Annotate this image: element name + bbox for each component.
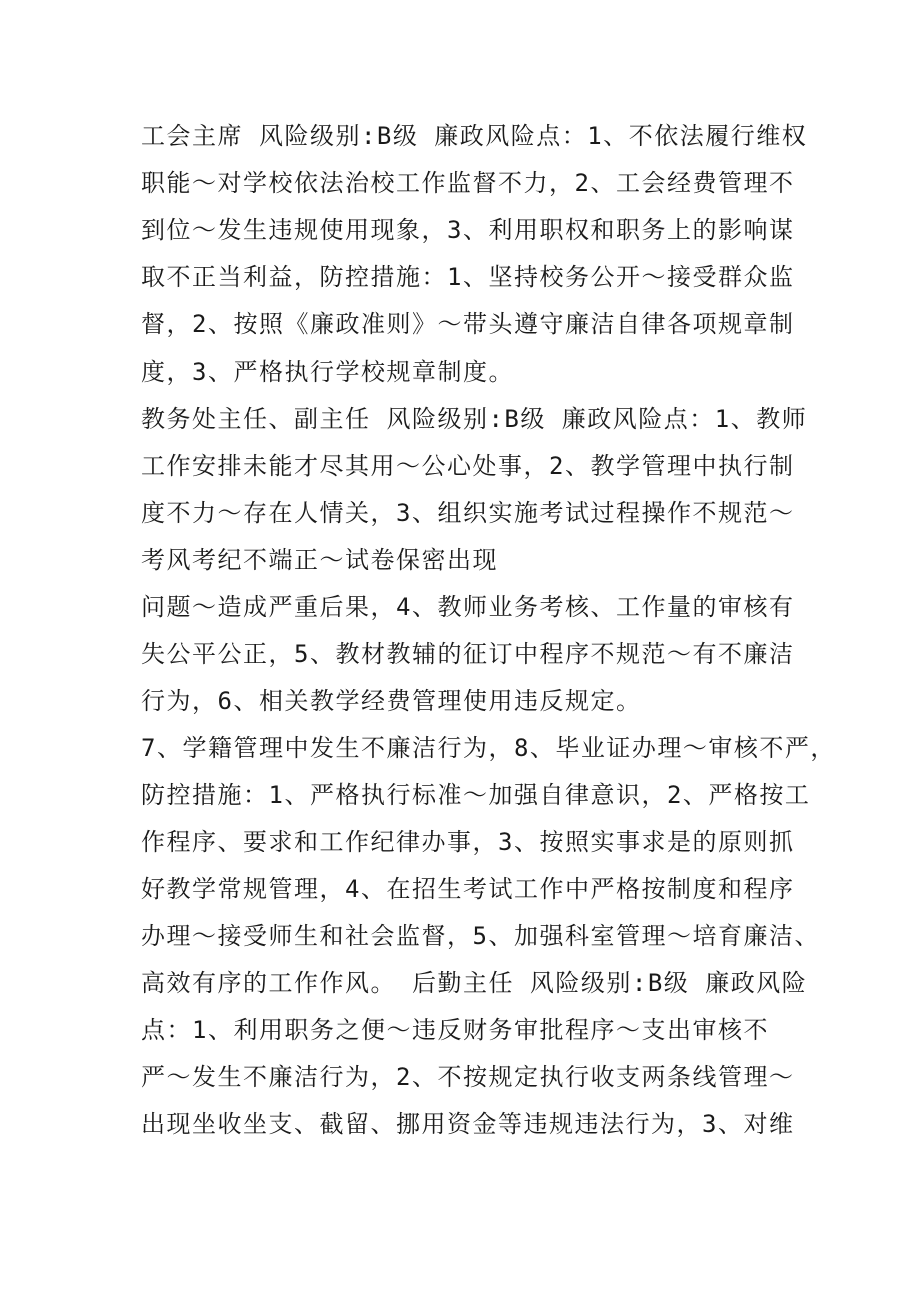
text-line: 督，2、按照《廉政准则》～带头遵守廉洁自律各项规章制: [141, 310, 795, 338]
text-line: 工作安排未能才尽其用～公心处事，2、教学管理中执行制: [141, 452, 795, 480]
text-line: 到位～发生违规使用现象，3、利用职权和职务上的影响谋: [141, 216, 795, 244]
text-line: 严～发生不廉洁行为，2、不按规定执行收支两条线管理～: [141, 1063, 795, 1091]
text-line: 高效有序的工作作风。 后勤主任 风险级别:B级 廉政风险: [141, 969, 808, 997]
text-line: 度不力～存在人情关，3、组织实施考试过程操作不规范～: [141, 499, 795, 527]
text-line: 防控措施：1、严格执行标准～加强自律意识，2、严格按工: [141, 781, 811, 809]
text-line: 考风考纪不端正～试卷保密出现: [141, 546, 498, 574]
text-line: 度，3、严格执行学校规章制度。: [141, 358, 514, 386]
text-line: 工会主席 风险级别:B级 廉政风险点：1、不依法履行维权: [141, 122, 808, 150]
text-line: 作程序、要求和工作纪律办事，3、按照实事求是的原则抓: [141, 828, 795, 856]
text-line: 问题～造成严重后果，4、教师业务考核、工作量的审核有: [141, 593, 795, 621]
text-line: 职能～对学校依法治校工作监督不力，2、工会经费管理不: [141, 169, 795, 197]
text-line: 取不正当利益，防控措施：1、坚持校务公开～接受群众监: [141, 263, 795, 291]
text-line: 失公平公正，5、教材教辅的征订中程序不规范～有不廉洁: [141, 640, 795, 668]
text-line: 出现坐收坐支、截留、挪用资金等违规违法行为，3、对维: [141, 1110, 795, 1138]
text-line: 办理～接受师生和社会监督，5、加强科室管理～培育廉洁、: [141, 922, 820, 950]
text-line: 7、学籍管理中发生不廉洁行为，8、毕业证办理～审核不严，: [141, 734, 836, 762]
text-line: 好教学常规管理，4、在招生考试工作中严格按制度和程序: [141, 875, 795, 903]
text-line: 教务处主任、副主任 风险级别:B级 廉政风险点：1、教师: [141, 405, 808, 433]
text-line: 行为，6、相关教学经费管理使用违反规定。: [141, 687, 642, 715]
text-line: 点：1、利用职务之便～违反财务审批程序～支出审核不: [141, 1016, 769, 1044]
